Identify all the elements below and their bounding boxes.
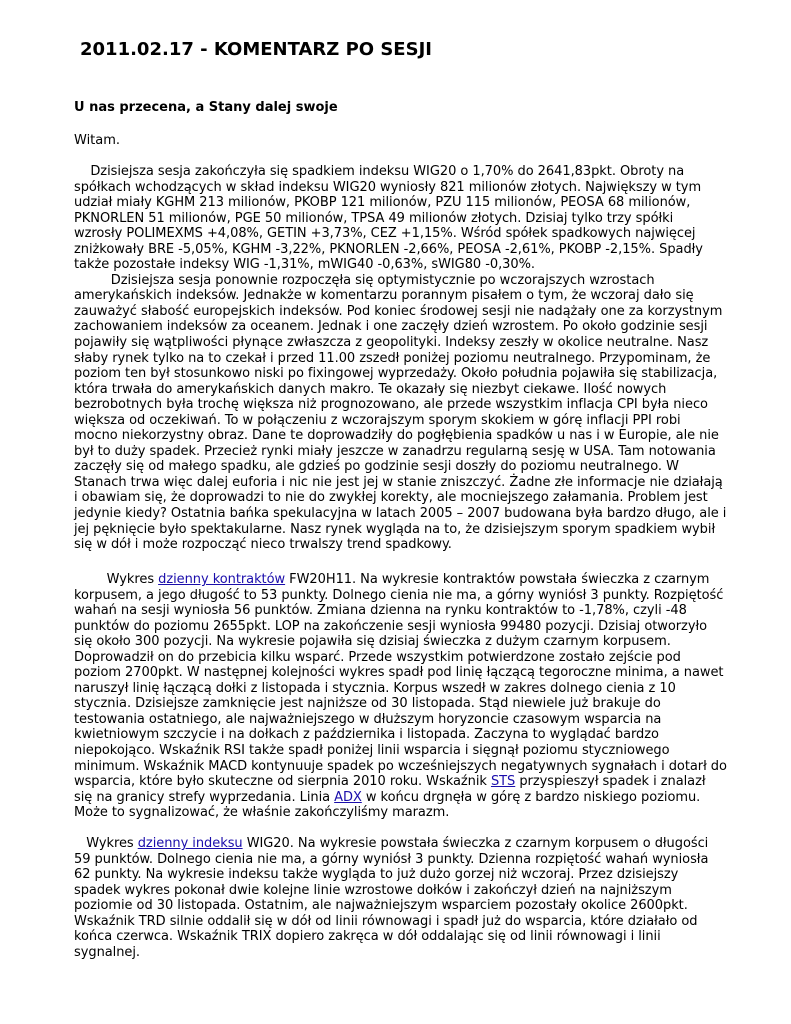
- text-line: pojawiły się wątpliwości płynące zwłaszcza z geopolityki. Indeksy zeszły w okolice neutralne. Nasz: [74, 335, 709, 351]
- text-fragment: FW20H11. Na wykresie kontraktów powstała świeczka z czarnym: [285, 572, 710, 587]
- sts-indicator-link[interactable]: STS: [490, 774, 516, 790]
- adx-indicator-link[interactable]: ADX: [334, 789, 362, 805]
- text-fragment: się na granicy strefy wyprzedania. Linia: [74, 789, 335, 805]
- text-line: był to duży spadek. Przecież rynki miały jeszcze w zanadrzu regularną sesję w USA. Tam notowania: [74, 443, 716, 459]
- text-line: spółkach wchodzących w skład indeksu WIG20 wyniosły 821 milionów złotych. Największy w tym: [74, 179, 702, 195]
- text-line: 59 punktów. Dolnego cienia nie ma, a górny wyniósł 3 punkty. Dzienna rozpiętość wahań wyniosła: [74, 851, 709, 867]
- daily-index-chart-link[interactable]: dzienny indeksu: [137, 836, 243, 851]
- text-line: jej pęknięcie było spektakularne. Nasz rynek wygląda na to, że dzisiejszym sporym spadkiem wybił: [74, 521, 716, 537]
- text-line: Dzisiejsza sesja ponownie rozpoczęła się optymistycznie po wczorajszych wzrostach: [74, 272, 655, 288]
- text-line: sygnalnej.: [74, 944, 141, 960]
- text-line: [74, 572, 746, 588]
- text-fragment: wsparcia, które było skuteczne od sierpnia 2010 roku. Wskaźnik: [74, 774, 491, 790]
- text-line: udział miały KGHM 213 milionów, PKOBP 121 milionów, PZU 115 milionów, PEOSA 68 milionów,: [74, 195, 691, 211]
- text-line: stycznia. Dzisiejsze zamknięcie jest najniższe od 30 listopada. Stąd niewiele już brakuje do: [74, 696, 661, 712]
- text-line: poziom 2700pkt. W następnej kolejności wykres spadł pod linię łączącą tegoroczne minima, a nawet: [74, 665, 724, 681]
- text-line: [74, 836, 746, 852]
- text-line: się w dół i może rozpocząć nieco trwalszy trend spadkowy.: [74, 537, 452, 553]
- text-line: testowania ostatniego, ale najważniejszego w dłuższym horyzoncie czasowym wsparcia na: [74, 711, 662, 727]
- text-line: zniżkowały BRE -5,05%, KGHM -3,22%, PKNORLEN -2,66%, PEOSA -2,61%, PKOBP -2,15%. Spadły: [74, 241, 703, 257]
- text-line: bezrobotnych była trochę większa niż prognozowano, ale przede wszystkim inflacja CPI była nieco: [74, 397, 708, 413]
- text-fragment: w końcu drgnęła w górę z bardzo niskiego poziomu.: [361, 789, 701, 805]
- text-line: Stanach trwa więc dalej euforia i nic nie jest jej w stanie zniszczyć. Żadne złe informacje nie działają: [74, 474, 723, 490]
- text-line: minimum. Wskaźnik MACD kontynuuje spadek po wcześniejszych negatywnych sygnałach i dotarł do: [74, 758, 727, 774]
- text-line: wahań na sesji wyniosła 56 punktów. Zmiana dzienna na rynku kontraktów to -1,78%, czyli -48: [74, 603, 687, 619]
- text-line: końca czerwca. Wskaźnik TRIX dopiero zakręca w dół oddalając się od linii równowagi i linii: [74, 929, 661, 945]
- text-fragment: Wykres: [74, 572, 159, 587]
- text-line: [74, 790, 746, 806]
- text-line: niepokojąco. Wskaźnik RSI także spadł poniżej linii wsparcia i sięgnął poziomu styczniowego: [74, 743, 670, 759]
- text-line: spadek wykres pokonał dwie kolejne linie wzrostowe dołków i zakończył dzień na najniższym: [74, 882, 672, 898]
- text-line: poziomie od 30 listopada. Ostatnim, ale najważniejszym wsparciem pozostały okolice 2600pkt.: [74, 898, 688, 914]
- text-line: zachowaniem indeksów za oceanem. Jednak i one zaczęły dzień wzrostem. Po około godzinie sesji: [74, 319, 708, 335]
- text-line: 62 punkty. Na wykresie indeksu także wygląda to już dużo gorzej niż wczoraj. Przez dzisiejszy: [74, 867, 679, 883]
- text-line: zauważyć słabość europejskich indeksów. Pod koniec środowej sesji nie nadążały one za korzystnym: [74, 303, 723, 319]
- daily-futures-chart-link[interactable]: dzienny kontraktów: [158, 572, 286, 587]
- text-line: wzrosły POLIMEXMS +4,08%, GETIN +3,73%, CEZ +1,15%. Wśród spółek spadkowych najwięcej: [74, 226, 696, 242]
- text-line: PKNORLEN 51 milionów, PGE 50 milionów, TPSA 49 milionów złotych. Dzisiaj tylko trzy spółki: [74, 210, 674, 226]
- greeting: Witam.: [74, 133, 121, 148]
- text-line: korpusem, a jego długość to 53 punkty. Dolnego cienia nie ma, a górny wyniósł 3 punkty. Rozpiętość: [74, 587, 724, 603]
- text-line: [74, 774, 746, 790]
- text-line: i obawiam się, że doprowadzi to nie do zwykłej korekty, ale mocniejszego załamania. Problem jest: [74, 490, 708, 506]
- text-fragment: przyspieszył spadek i znalazł: [515, 774, 706, 790]
- text-line: Doprowadził on do przebicia kilku wsparć. Przede wszystkim potwierdzone zostało zejście pod: [74, 649, 681, 665]
- text-line: mocno niekorzystny obraz. Dane te doprowadziły do pogłębienia spadków u nas i w Europie, ale nie: [74, 428, 719, 444]
- page-title: 2011.02.17 - KOMENTARZ PO SESJI: [80, 39, 432, 60]
- paragraph-index-chart: [74, 836, 746, 960]
- text-line: amerykańskich indeksów. Jednakże w komentarzu porannym pisałem o tym, że wczoraj dało się: [74, 288, 694, 304]
- text-line: punktów do poziomu 2655pkt. LOP na zakończenie sesji wyniosła 99480 pozycji. Dzisiaj otworzyło: [74, 618, 708, 634]
- text-fragment: Wykres: [74, 836, 138, 851]
- article-subtitle: U nas przecena, a Stany dalej swoje: [74, 100, 338, 115]
- paragraph-futures-chart: [74, 572, 746, 821]
- text-line: Wskaźnik TRD silnie oddalił się w dół od linii równowagi i spadł już do wsparcia, które działało od: [74, 913, 698, 929]
- text-line: poziom ten był stosunkowo niski po fixingowej wyprzedaży. Około południa pojawiła się stabilizacja,: [74, 366, 718, 382]
- text-line: słaby rynek tylko na to czekał i przed 11.00 zszedł poniżej poziomu neutralnego. Przypominam, że: [74, 350, 711, 366]
- text-line: jedynie kiedy? Ostatnia bańka spekulacyjna w latach 2005 – 2007 budowana była bardzo długo, ale i: [74, 506, 727, 522]
- text-line: naruszył linię łączącą dołki z listopada i stycznia. Korpus wszedł w zakres dolnego cienia z 10: [74, 680, 676, 696]
- text-fragment: WIG20. Na wykresie powstała świeczka z czarnym korpusem o długości: [242, 836, 709, 851]
- text-line: Może to sygnalizować, że właśnie zakończyliśmy marazm.: [74, 805, 450, 821]
- text-line: kwietniowym szczycie i na dołkach z października i listopada. Zaczyna to wyglądać bardzo: [74, 727, 659, 743]
- text-line: która trwała do amerykańskich danych makro. Te okazały się niezbyt ciekawe. Ilość nowych: [74, 381, 667, 397]
- text-line: się około 300 pozycji. Na wykresie pojawiła się dzisiaj świeczka z dużym czarnym korpusem.: [74, 634, 671, 650]
- text-line: większa od oczekiwań. To w połączeniu z wczorajszym sporym skokiem w górę inflacji PPI robi: [74, 412, 681, 428]
- paragraph-market-summary: [74, 164, 746, 553]
- text-line: zaczęły się od małego spadku, ale gdzieś po godzinie sesji doszły do poziomu neutralnego. W: [74, 459, 679, 475]
- text-line: Dzisiejsza sesja zakończyła się spadkiem indeksu WIG20 o 1,70% do 2641,83pkt. Obroty na: [74, 164, 685, 179]
- text-line: także pozostałe indeksy WIG -1,31%, mWIG40 -0,63%, sWIG80 -0,30%.: [74, 257, 535, 273]
